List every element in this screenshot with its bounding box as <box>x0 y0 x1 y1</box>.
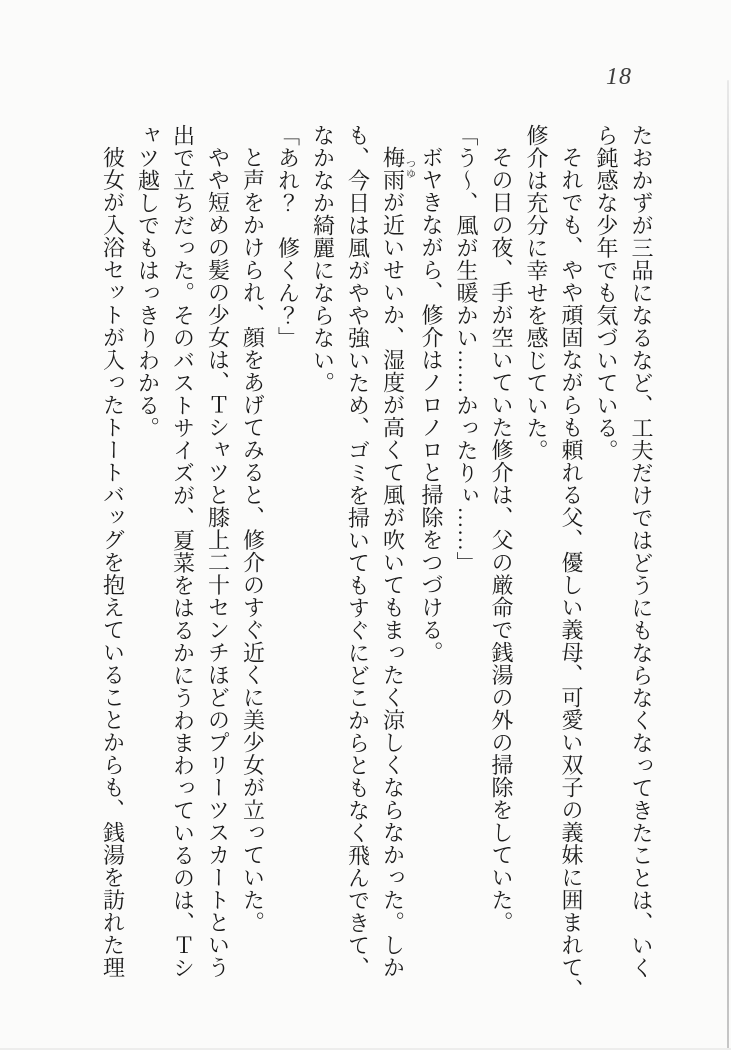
text-column-14: 出で立ちだった。そのバストサイズが、夏菜をはるかにうわまわっているのは、Ｔシ <box>170 124 196 979</box>
text-column-4: 修介は充分に幸せを感じていた。 <box>524 124 549 462</box>
text-column-2: ら鈍感な少年でも気づいている。 <box>594 124 619 462</box>
page-edge-shadow <box>727 80 729 1050</box>
text-column-10: なかなか綺麗にならない。 <box>310 124 336 394</box>
text-column-7: ボヤきながら、修介はノロノロと掃除をつづける。 <box>419 146 444 664</box>
text-column-9: も、今日は風がやや強いため、ゴミを掃いてもすぐにどこからともなく飛んできて、 <box>345 124 371 979</box>
text-column-3: それでも、やや頑固ながらも頼れる父、優しい義母、可愛い双子の義妹に囲まれて、 <box>559 146 584 1001</box>
text-column-12: と声をかけられ、顔をあげてみると、修介のすぐ近くに美少女が立っていた。 <box>240 146 266 934</box>
text-column-16: 彼女が入浴セットが入ったトートバッグを抱えていることからも、銭湯を訪れた理 <box>100 146 126 979</box>
page-text <box>96 124 660 1001</box>
text-column-5: その日の夜、手が空いていた修介は、父の厳命で銭湯の外の掃除をしていた。 <box>489 146 514 934</box>
text-column-11: 「あれ？ 修くん？」 <box>275 124 301 349</box>
page-number: 18 <box>606 64 632 90</box>
text-column-13: やや短めの髪の少女は、Ｔシャツと膝上二十センチほどのプリーツスカートという <box>205 146 231 979</box>
text-column-8: 梅雨つゆが近いせいか、湿度が高くて風が吹いてもまったく涼しくならなかった。しか <box>380 146 415 979</box>
text-column-6: 「う～、風が生暖かい……かったりぃ……」 <box>454 124 479 574</box>
text-column-1: たおかずが三品になるなど、工夫だけではどうにもならなくなってきたことは、いく <box>629 124 654 979</box>
text-column-15: ャツ越しでもはっきりわかる。 <box>135 124 161 439</box>
